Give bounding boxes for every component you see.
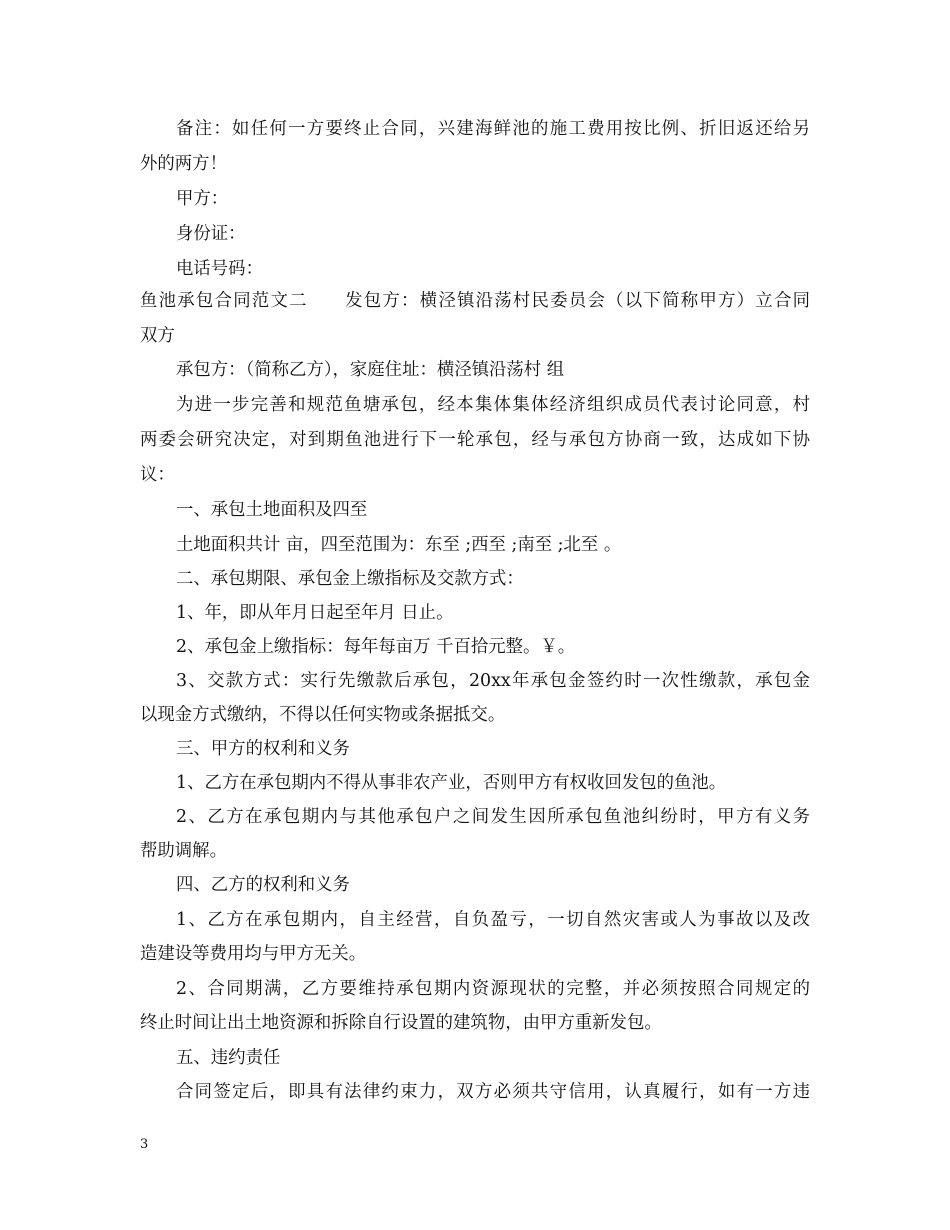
text-line: 以现金方式缴纳，不得以任何实物或条据抵交。: [140, 705, 506, 725]
text-line: 鱼池承包合同范文二 发包方：横泾镇沿荡村民委员会（以下简称甲方）立合同: [140, 291, 810, 311]
text-line: 双方: [140, 326, 175, 346]
text-line: 土地面积共计 亩，四至范围为：东至 ;西至 ;南至 ;北至 。: [176, 535, 622, 555]
text-line: 身份证：: [176, 224, 246, 244]
page-number: 3: [140, 1137, 149, 1152]
section-heading: 二、承包期限、承包金上缴指标及交款方式：: [176, 569, 524, 589]
text-line: 外的两方！: [140, 154, 227, 174]
text-line: 为进一步完善和规范鱼塘承包，经本集体集体经济组织成员代表讨论同意，村: [176, 395, 810, 415]
section-heading: 一、承包土地面积及四至: [176, 500, 368, 520]
text-line: 2、乙方在承包期内与其他承包户之间发生因所承包鱼池纠纷时，甲方有义务: [176, 807, 810, 827]
section-heading: 五、违约责任: [176, 1048, 281, 1068]
section-heading: 三、甲方的权利和义务: [176, 739, 350, 759]
text-line: 1、乙方在承包期内不得从事非农产业，否则甲方有权收回发包的鱼池。: [176, 773, 727, 793]
text-line: 1、乙方在承包期内，自主经营，自负盈亏，一切自然灾害或人为事故以及改: [176, 910, 810, 930]
text-line: 合同签定后，即具有法律约束力，双方必须共守信用，认真履行，如有一方违: [176, 1082, 810, 1102]
section-heading: 四、乙方的权利和义务: [176, 875, 350, 895]
text-line: 3、交款方式：实行先缴款后承包，20xx年承包金签约时一次性缴款，承包金: [176, 671, 810, 691]
text-line: 承包方：（简称乙方），家庭住址：横泾镇沿荡村 组: [176, 360, 565, 380]
text-line: 2、承包金上缴指标：每年每亩万 千百拾元整。￥。: [176, 637, 576, 657]
text-line: 终止时间让出土地资源和拆除自行设置的建筑物，由甲方重新发包。: [140, 1013, 662, 1033]
text-line: 议：: [140, 465, 175, 485]
text-line: 备注：如任何一方要终止合同，兴建海鲜池的施工费用按比例、折旧返还给另: [176, 119, 810, 139]
text-line: 造建设等费用均与甲方无关。: [140, 944, 367, 964]
text-line: 两委会研究决定，对到期鱼池进行下一轮承包，经与承包方协商一致，达成如下协: [140, 430, 810, 450]
text-line: 帮助调解。: [140, 841, 227, 861]
text-line: 甲方：: [176, 189, 229, 209]
text-line: 2、合同期满，乙方要维持承包期内资源现状的完整，并必须按照合同规定的: [176, 979, 810, 999]
text-line: 1、年，即从年月日起至年月 日止。: [176, 603, 454, 623]
text-line: 电话号码：: [176, 259, 263, 279]
